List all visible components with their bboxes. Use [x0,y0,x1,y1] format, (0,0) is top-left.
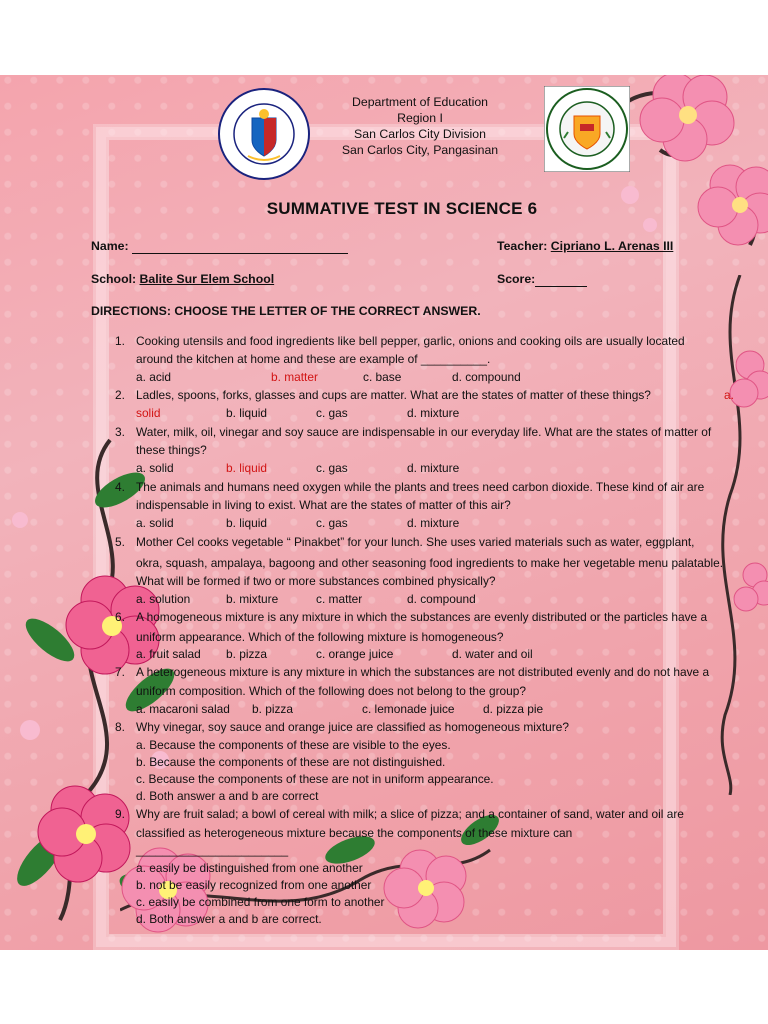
school-label: School: [91,272,137,286]
question-text: around the kitchen at home and these are example of __________. [136,352,491,366]
school-field [91,272,274,286]
name-field [91,239,348,254]
choice-d[interactable]: d. mixture [407,461,460,475]
choice-a-answer[interactable]: a. [724,388,734,402]
question-number: 5. [115,535,125,549]
department-name: Department of Education [351,95,489,109]
teacher-field [497,239,673,253]
choice-a-answer-word[interactable]: solid [136,406,161,420]
school-value: Balite Sur Elem School [139,272,275,286]
question-text: Cooking utensils and food ingredients like bell pepper, garlic, onions and cooking oils are usually located [136,334,685,348]
question-number: 9. [115,807,125,821]
choice-b[interactable]: b. pizza [252,702,293,716]
choice-a[interactable]: a. fruit salad [136,647,201,661]
question-number: 4. [115,480,125,494]
page-title: SUMMATIVE TEST IN SCIENCE 6 [266,199,538,218]
question-text: What will be formed if two or more substances combined physically? [136,574,496,588]
question-number: 7. [115,665,125,679]
question-text: A homogeneous mixture is any mixture in which the substances are evenly distributed or the particles have a [136,610,708,624]
deped-seal-logo [218,88,310,180]
choice-c[interactable]: c. matter [316,592,363,606]
question-text: A heterogeneous mixture is any mixture in which the substances are not distributed evenly and do not have a [136,665,710,679]
choice-d[interactable]: d. mixture [407,516,460,530]
choice-b[interactable]: b. liquid [226,406,267,420]
question-text: Water, milk, oil, vinegar and soy sauce are indispensable in our everyday life. What are the states of matter of [136,425,712,439]
name-blank[interactable] [132,239,348,254]
score-field [497,272,587,287]
choice-c[interactable]: c. gas [316,516,348,530]
choice-c[interactable]: c. base [363,370,402,384]
question-text: uniform composition. Which of the following does not belong to the group? [136,684,526,698]
question-number: 1. [115,334,125,348]
question-text: Why vinegar, soy sauce and orange juice are classified as homogeneous mixture? [136,720,569,734]
option-d[interactable]: d. Both answer a and b are correct. [136,912,322,926]
score-label: Score: [497,272,536,286]
option-b[interactable]: b. not be easily recognized from one another [136,878,372,892]
option-c[interactable]: c. Because the components of these are not in uniform appearance. [136,772,494,786]
directions: DIRECTIONS: CHOOSE THE LETTER OF THE CORRECT ANSWER. [91,304,481,318]
choice-d[interactable]: d. pizza pie [483,702,544,716]
question-text: Why are fruit salad; a bowl of cereal with milk; a slice of pizza; and a container of sand, water and oil are [136,807,684,821]
choice-a[interactable]: a. solid [136,461,174,475]
teacher-label: Teacher: [497,239,548,253]
choice-b-answer[interactable]: b. matter [271,370,318,384]
option-a[interactable]: a. Because the components of these are visible to the eyes. [136,738,451,752]
letterhead [300,94,540,158]
question-number: 8. [115,720,125,734]
choice-a[interactable]: a. macaroni salad [136,702,230,716]
choice-d[interactable]: d. compound [452,370,521,384]
division-name: San Carlos City Division [354,127,486,141]
option-c[interactable]: c. easily be combined from one form to another [136,895,385,909]
question-text: classified as heterogeneous mixture because the components of these mixture can [136,826,573,840]
question-text: okra, squash, ampalaya, bagoong and other seasoning food ingredients to make her vegetable menu palatable. [136,556,724,570]
question-text: uniform appearance. Which of the following mixture is homogeneous? [136,630,504,644]
question-number: 6. [115,610,125,624]
choice-c[interactable]: c. gas [316,461,348,475]
question-text: indispensable in living to exist. What are the states of matter of this air? [136,498,511,512]
answer-blank: _______________________ [136,843,289,857]
choice-b-answer[interactable]: b. liquid [226,461,267,475]
choice-d[interactable]: d. compound [407,592,476,606]
choice-c[interactable]: c. lemonade juice [362,702,455,716]
score-blank[interactable] [535,272,587,287]
name-label: Name: [91,239,129,253]
question-text: The animals and humans need oxygen while the plants and trees need carbon dioxide. These kind of air are [136,480,705,494]
choice-b[interactable]: b. pizza [226,647,267,661]
choice-c[interactable]: c. gas [316,406,348,420]
choice-a[interactable]: a. solid [136,516,174,530]
choice-b[interactable]: b. mixture [226,592,279,606]
question-text: Ladles, spoons, forks, glasses and cups are matter. What are the states of matter of these things? [136,388,651,402]
city-name: San Carlos City, Pangasinan [341,143,499,157]
region-name: Region I [397,111,443,125]
teacher-value: Cipriano L. Arenas III [550,239,674,253]
question-text: Mother Cel cooks vegetable “ Pinakbet” for your lunch. She uses varied materials such as water, eggplant, [136,535,695,549]
choice-a[interactable]: a. acid [136,370,172,384]
option-d[interactable]: d. Both answer a and b are correct [136,789,319,803]
choice-d[interactable]: d. water and oil [452,647,533,661]
choice-c[interactable]: c. orange juice [316,647,394,661]
choice-b[interactable]: b. liquid [226,516,267,530]
choice-a[interactable]: a. solution [136,592,191,606]
question-text: these things? [136,443,207,457]
option-a[interactable]: a. easily be distinguished from one another [136,861,363,875]
option-b[interactable]: b. Because the components of these are not distinguished. [136,755,446,769]
vine-decoration-right [700,275,768,795]
question-number: 3. [115,425,125,439]
question-number: 2. [115,388,125,402]
division-seal-logo [544,86,630,172]
choice-d[interactable]: d. mixture [407,406,460,420]
test-page [0,75,768,950]
